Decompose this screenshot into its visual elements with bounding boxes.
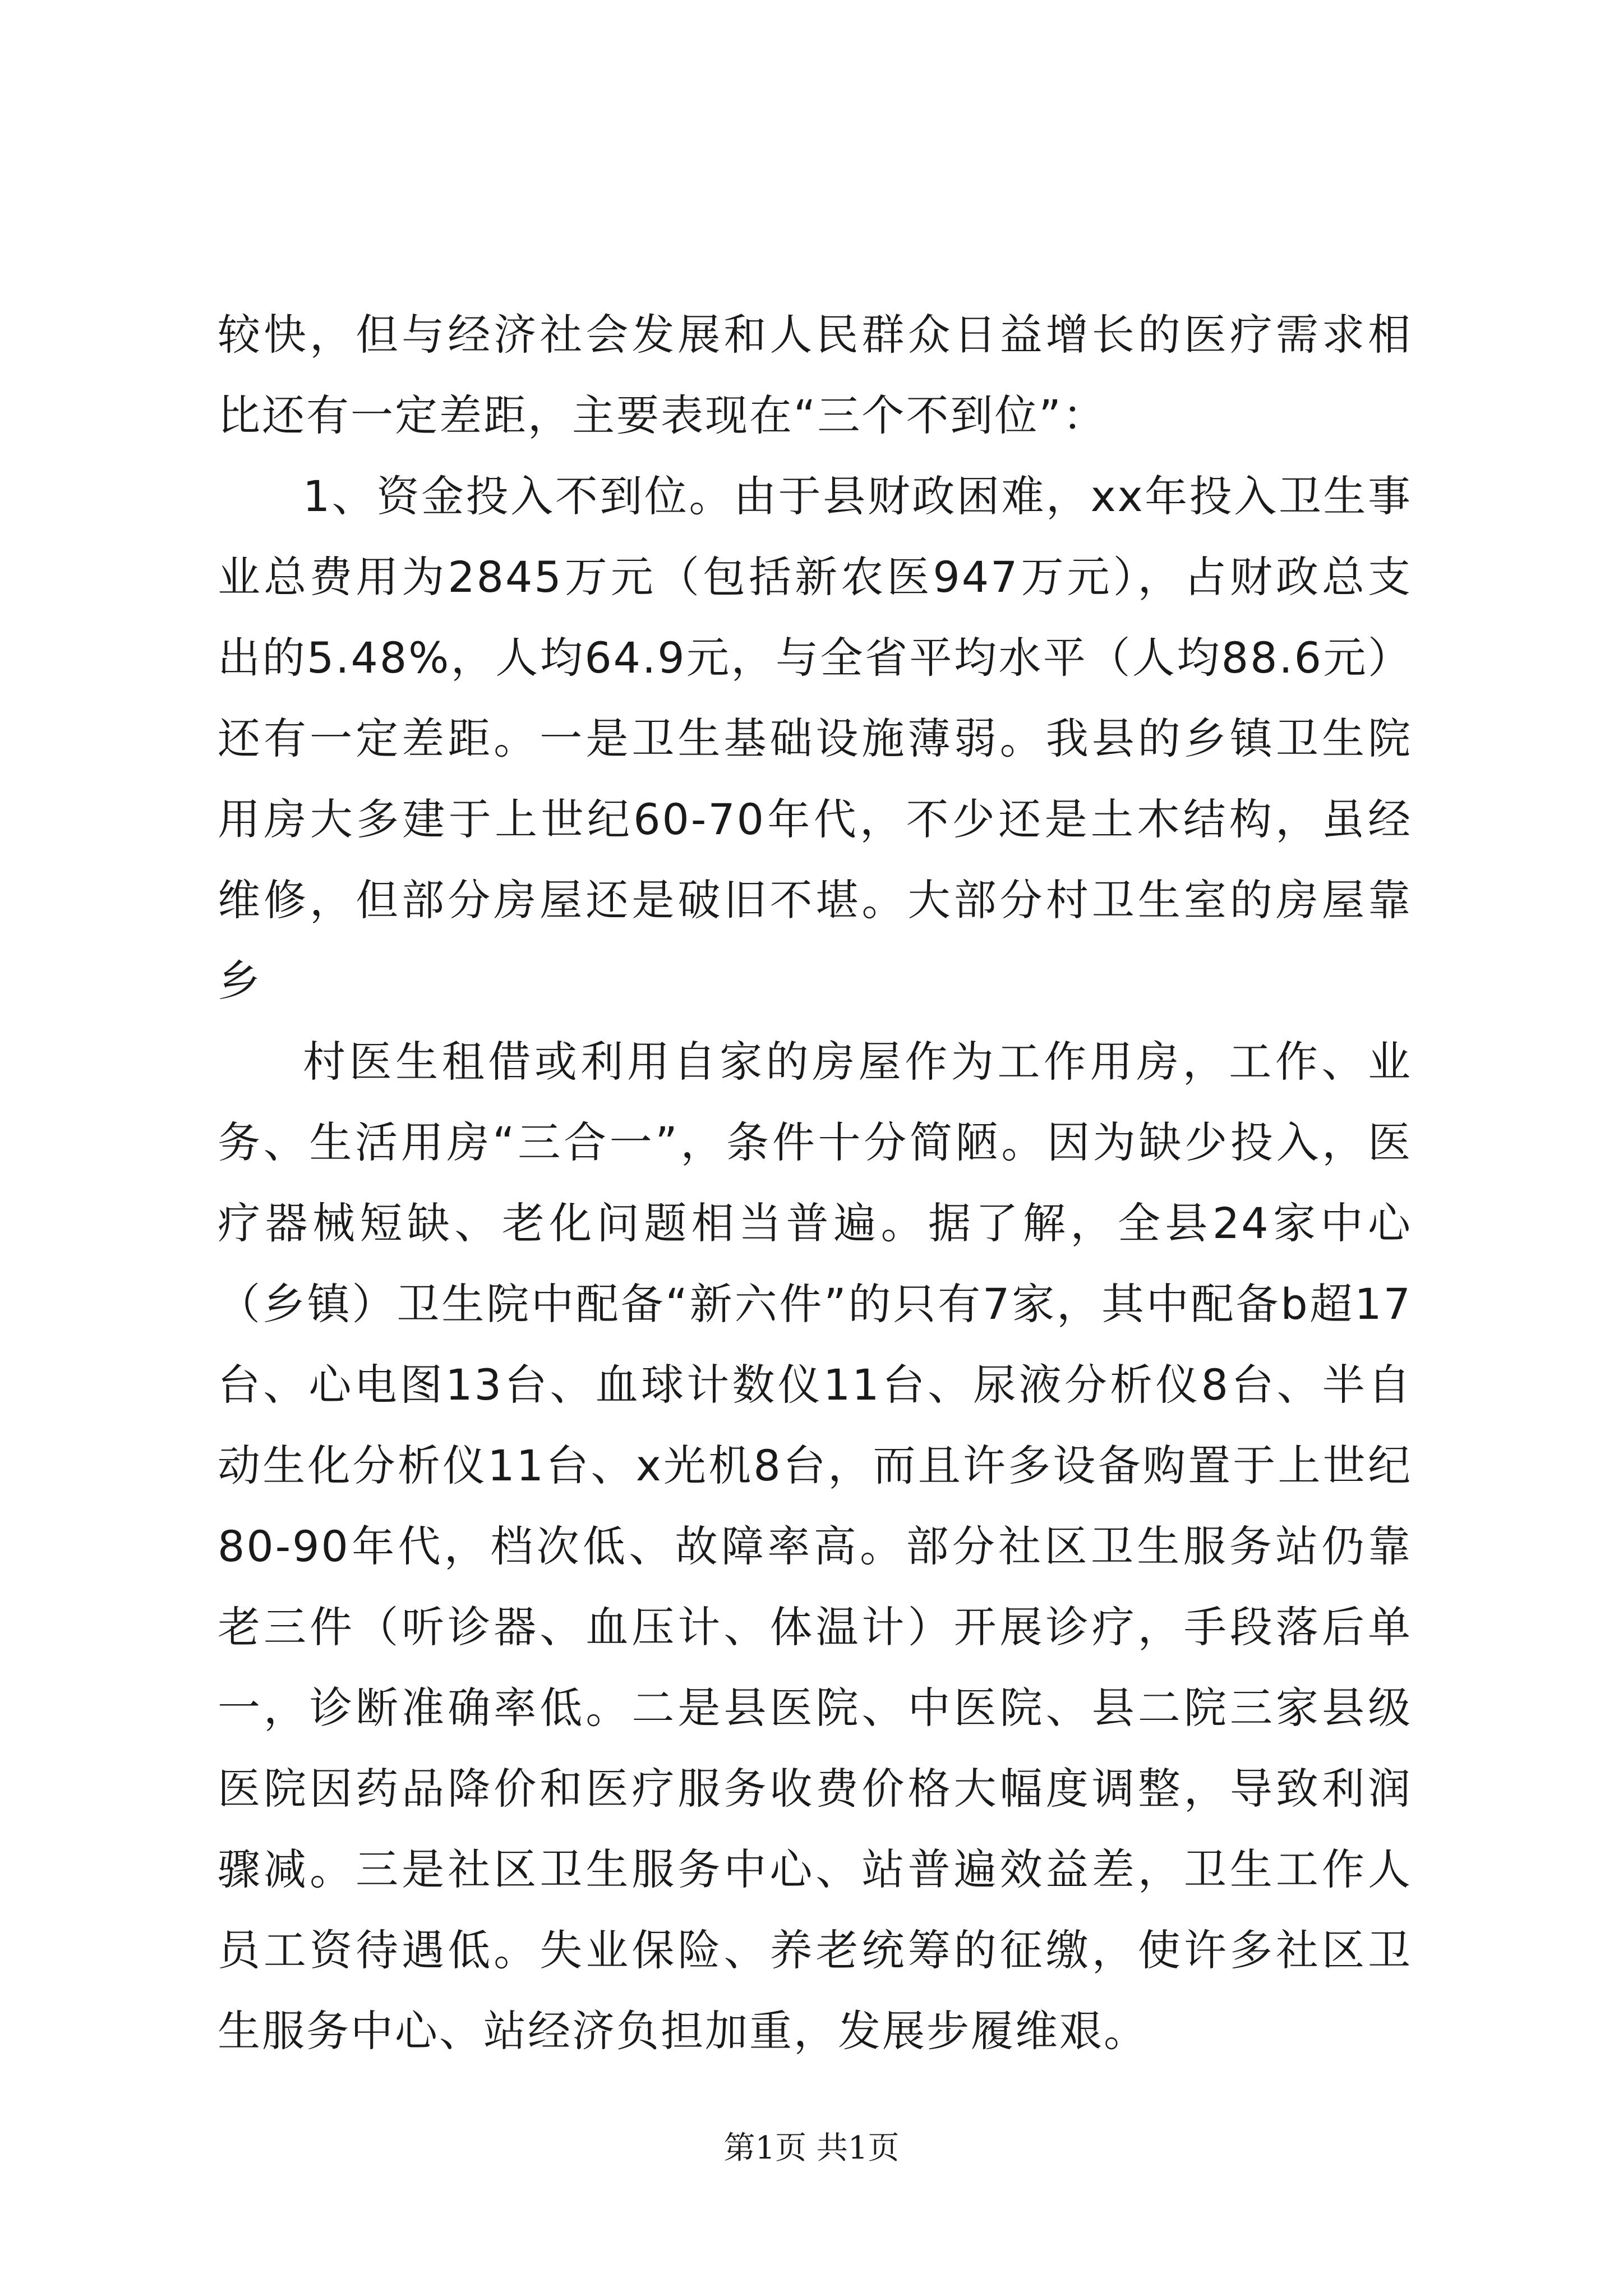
paragraph-facilities: 村医生租借或利用自家的房屋作为工作用房，工作、业务、生活用房“三合一”，条件十分简陋。因为缺少投入，医疗器械短缺、老化问题相当普遍。据了解，全县24家中心（乡镇）卫生院中配备“新六件”的只有7家，其中配备b超17台、心电图13台、血球计数仪11台、尿液分析仪8台、半自动生化分析仪11台、x光机8台，而且许多设备购置于上世纪80-90年代，档次低、故障率高。部分社区卫生服务站仍靠老三件（听诊器、血压计、体温计）开展诊疗，手段落后单一，诊断准确率低。二是县医院、中医院、县二院三家县级医院因药品降价和医疗服务收费价格大幅度调整，导致利润骤减。三是社区卫生服务中心、站普遍效益差，卫生工作人员工资待遇低。失业保险、养老统筹的征缴，使许多社区卫生服务中心、站经济负担加重，发展步履维艰。 [218, 1037, 1412, 2056]
paragraph-funding: 1、资金投入不到位。由于县财政困难，xx年投入卫生事业总费用为2845万元（包括新农医947万元），占财政总支出的5.48%，人均64.9元，与全省平均水平（人均88.6元）还有一定差距。一是卫生基础设施薄弱。我县的乡镇卫生院用房大多建于上世纪60-70年代，不少还是土木结构，虽经维修，但部分房屋还是破旧不堪。大部分村卫生室的房屋靠乡 [218, 471, 1412, 1006]
document-body [218, 295, 1412, 2072]
page-footer: 第1页 共1页 [723, 2130, 900, 2166]
paragraph-continuation: 较快，但与经济社会发展和人民群众日益增长的医疗需求相比还有一定差距，主要表现在“三个不到位”： [218, 310, 1412, 440]
